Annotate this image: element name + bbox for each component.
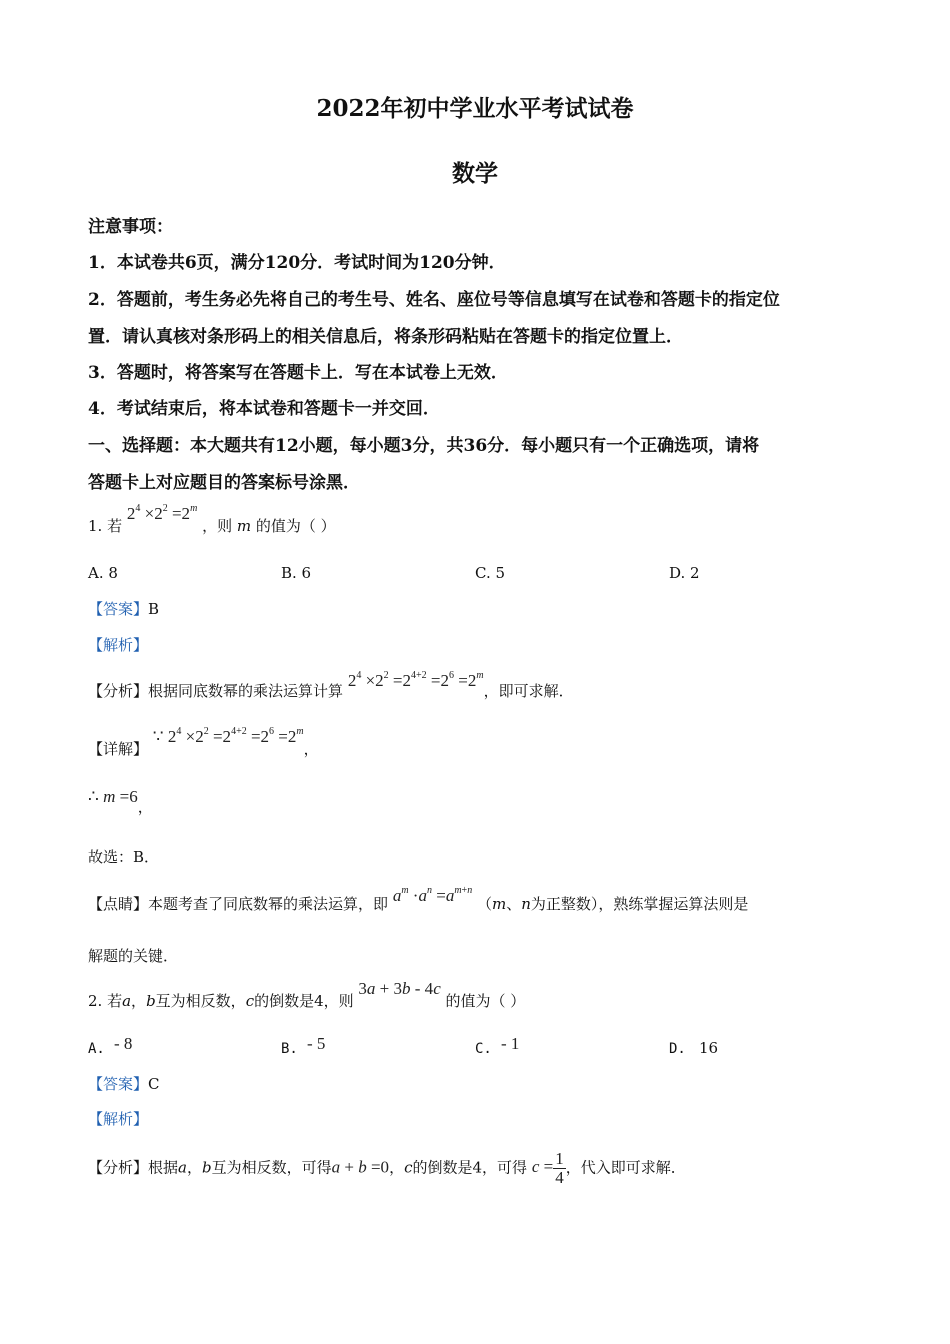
q2-fenxi-var-c: c	[404, 1158, 413, 1177]
q2-option-b-letter: B.	[281, 1041, 298, 1057]
dianjing-equation: $a^m \cdot a^n =a^{m+n}$	[392, 885, 473, 905]
xiangjie-label: 【详解】	[88, 740, 149, 758]
section-heading-line1: 一、选择题：本大题共有12小题，每小题3分，共36分．每小题只有一个正确选项，请将	[88, 436, 760, 456]
fraction-one-quarter: $\frac{1}{4}$	[555, 1149, 564, 1187]
q2-c-value: c = $\frac{1}{4}$	[531, 1149, 564, 1187]
q2-fenxi	[88, 1150, 686, 1187]
q2-analysis-label: 【解析】	[88, 1110, 149, 1128]
dianjing-n: n	[521, 895, 531, 913]
q2-prefix: 2. 若	[88, 992, 123, 1010]
q1-option-b: B. 6	[281, 564, 312, 582]
q2-answer	[88, 1073, 160, 1094]
dianjing-m: m	[491, 895, 507, 913]
notes-heading: 注意事项：	[88, 217, 173, 237]
answer-label: 【答案】	[88, 600, 149, 618]
q1-var: m	[236, 517, 252, 535]
q1-therefore	[88, 786, 153, 816]
answer-value: B	[148, 600, 160, 618]
q2-option-c-letter: C.	[475, 1041, 492, 1057]
q2-text2: 的倒数是4，则	[254, 992, 354, 1010]
therefore-comma: ，	[137, 798, 153, 816]
q1-option-d: D. 2	[669, 564, 700, 582]
q2-fenxi-a: 根据	[148, 1158, 179, 1177]
q2-expression: 3a + 3b - 4c	[358, 979, 441, 998]
q2-fenxi-b: 互为相反数，可得	[211, 1158, 332, 1177]
q2-fenxi-var-a: a	[178, 1158, 187, 1177]
q2-b: b	[146, 992, 156, 1010]
q2-option-c	[475, 1034, 520, 1058]
q2-fenxi-c: 的倒数是4，可得	[412, 1158, 528, 1177]
q1-suffix-b: 的值为（ ）	[255, 517, 336, 535]
note-item-3: 3．答题时，将答案写在答题卡上．写在本试卷上无效．	[88, 363, 508, 383]
q1-xiangjie	[88, 726, 319, 759]
q2-option-d-letter: D.	[669, 1041, 686, 1057]
q2-fenxi-label: 【分析】	[88, 1158, 149, 1177]
q2-answer-value: C	[148, 1075, 160, 1093]
q2-option-a-letter: A.	[88, 1041, 105, 1057]
q1-option-a: A. 8	[88, 564, 118, 582]
q2-fenxi-sep2: ，	[389, 1158, 405, 1177]
q1-choose: 故选：B．	[88, 848, 160, 866]
note-item-1: 1．本试卷共6页，满分120分．考试时间为120分钟．	[88, 253, 506, 273]
q2-sum-zero: a + b =0	[331, 1157, 390, 1177]
q1-dianjing	[88, 885, 749, 914]
q1-dianjing-line2: 解题的关键．	[88, 947, 179, 965]
note-item-2: 2．答题前，考生务必先将自己的考生号、姓名、座位号等信息填写在试卷和答题卡的指定位	[88, 290, 780, 310]
note-item-4: 4．考试结束后，将本试卷和答题卡一并交回．	[88, 399, 440, 419]
q2-option-c-value: - 1	[500, 1034, 520, 1053]
q2-option-b	[281, 1034, 326, 1058]
xiangjie-equation: ∵ $2^4 \times 2^2 =2^{4+2} =2^6 =2^m$	[152, 726, 304, 746]
fenxi-label: 【分析】	[88, 682, 149, 700]
q2-suffix: 的值为（ ）	[445, 992, 526, 1010]
q2-option-b-value: - 5	[306, 1034, 326, 1053]
q2-sep: ，	[131, 992, 147, 1010]
page-title: 2022年初中学业水平考试试卷	[316, 95, 634, 122]
fenxi-equation: $2^4 \times 2^2 =2^{4+2} =2^6 =2^m$	[347, 670, 484, 690]
q1-answer	[88, 598, 159, 619]
q2-option-a	[88, 1034, 133, 1058]
subject-title: 数学	[452, 160, 498, 187]
dianjing-rest: 为正整数），熟练掌握运算法则是	[530, 895, 749, 913]
q2-text1: 互为相反数，	[155, 992, 246, 1010]
q1-analysis-label: 【解析】	[88, 636, 149, 654]
q2-a: a	[122, 992, 132, 1010]
q1-fenxi	[88, 670, 574, 701]
q1-option-c: C. 5	[475, 564, 506, 582]
dianjing-sep: 、	[506, 895, 522, 913]
q2-c: c	[245, 992, 255, 1010]
q1-suffix-a: ，则	[202, 517, 233, 535]
q1-prefix: 1. 若	[88, 517, 123, 535]
therefore-equation: ∴ m =6	[88, 787, 138, 806]
fenxi-text: 根据同底数幂的乘法运算计算	[148, 682, 344, 700]
q2-answer-label: 【答案】	[88, 1075, 149, 1093]
q2-option-d	[669, 1038, 718, 1057]
xiangjie-comma: ，	[303, 740, 319, 758]
dianjing-mid: （	[476, 895, 492, 913]
dianjing-text: 本题考查了同底数幂的乘法运算，即	[148, 895, 389, 913]
note-item-2-cont: 置．请认真核对条形码上的相关信息后，将条形码粘贴在答题卡的指定位置上．	[88, 327, 683, 347]
q2-fenxi-var-b: b	[202, 1158, 212, 1177]
q2-option-d-value: 16	[698, 1039, 719, 1057]
section-heading-line2: 答题卡上对应题目的答案标号涂黑．	[88, 473, 360, 493]
question-2-stem	[88, 979, 526, 1011]
q2-option-a-value: - 8	[113, 1034, 133, 1053]
fenxi-end: ，即可求解．	[483, 682, 574, 700]
dianjing-label: 【点睛】	[88, 895, 149, 913]
question-1-stem	[88, 503, 336, 536]
q2-fenxi-sep: ，	[186, 1158, 202, 1177]
q2-fenxi-end: ，代入即可求解．	[565, 1158, 686, 1177]
q1-equation: $2^4 \times 2^2 =2^m$	[126, 503, 198, 523]
